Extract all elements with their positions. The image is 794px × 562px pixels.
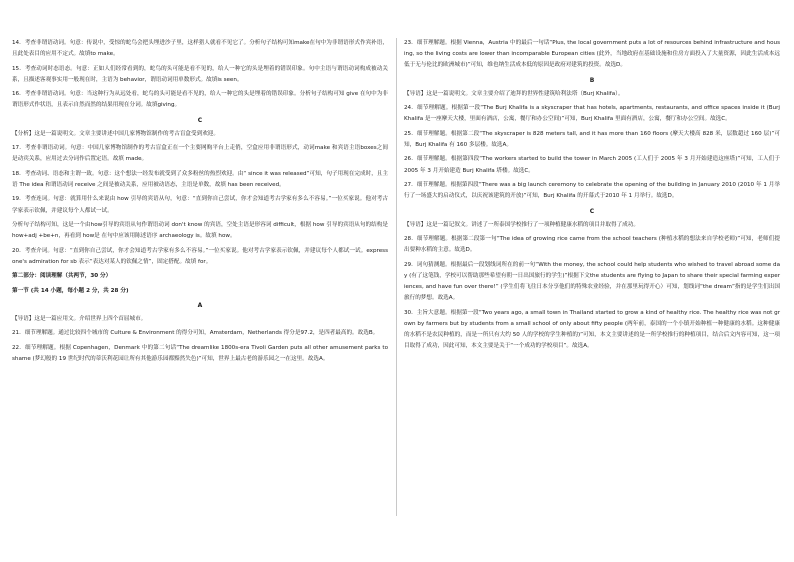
paragraph: 22．细节理解题。根据 Copenhagen，Denmark 中的第二句话“The dreamlike 1800s-era Tivoli Garden puts all other amusement parks to shame (梦幻般的 19 世纪时代的蒂沃利花园让所有其他游乐园都黯然失色)”可知，世界上最古老的游乐园之一在这里。故选A。 [12, 344, 388, 362]
paragraph: 20．考查介词。句意：“直到你自己尝试，你才会知道考古学家有多么不容易。”一位买家说。他对考古学家表示钦佩，并建议每个人都试一试。express one's admiration for sb 表示“表达对某人的钦佩之情”，固定搭配。故填 for。 [12, 247, 388, 265]
paragraph: 14．考查非谓语动词。句意：传说中，受惊的蛇鸟会把头埋进沙子里，这样猎人就看不见它了。分析句子结构可知make在句中为非谓语形式作宾补语，且此处表目的应用不定式。故填to make。 [12, 40, 388, 58]
left-column [12, 38, 388, 368]
paragraph: 【导语】这是一篇应用文。介绍世界上四个首屈城市。 [12, 315, 147, 322]
paragraph: 26．细节理解题。根据第四段“The workers started to build the tower in March 2005 (工人们于 2005 年 3 月开始建造这座塔)”可知，工人们于 2005 年 3 月开始建造 Burj Khalifa 塔楼。故选C。 [404, 156, 780, 174]
paragraph: 16．考查非谓语动词。句意：当这种行为从远处看，蛇鸟的头可能是看不见的，给人一种它的头是埋着的错误印象。分析句子结构可知 give 在句中为非谓语形式作状语，且表示自然而然的结果用现在分词。故填giving。 [12, 91, 388, 109]
section-heading: C [197, 116, 203, 124]
paragraph: 21．细节理解题。通过比较四个城市的 Culture & Environment 的得分可知，Amsterdam，Netherlands 得分是97.2，是四者最高的。故选B。 [12, 330, 379, 337]
section-heading: B [589, 76, 595, 84]
column-divider [396, 38, 397, 516]
section-title: 第二部分：阅读理解（共两节，30 分） [12, 273, 112, 280]
paragraph: 18．考查动词、语态和主谓一致。句意：这个想法一经发布就受到了众多粉丝的热烈欢迎。由“ since it was released”可知，句子用现在完成时，且主语 The idea 和谓语动词 receive 之间是被动关系，应用被动语态，主语是单数，故填 has been received。 [12, 170, 388, 188]
section-heading: C [589, 207, 595, 215]
paragraph: 19．考查连词。句意：就算用什么来说由 how 引导的宾语从句，句意：“直到你自己尝试，你才会知道考古学家有多么不容易。”一位买家说。他对考古学家表示钦佩，并建议每个人都试一试。 [12, 196, 388, 214]
paragraph: 29．词句猜测题。根据最后一段划线词所在的前一句“With the money, the school could help students who wished to travel abroad some day (有了这笔钱，学校可以帮助那些希望有朝一日出国旅行的学生)”根据下文the students are flying to Japan to share their special farming experiences, and have fun over there!” (学生们将飞往日本分享他们的特殊农业经验，并在那里玩得开心）可知，划线词“the dream”指的是学生们出国旅行的梦想。故选A。 [404, 261, 780, 302]
paragraph: 【导语】这是一篇记叙文。讲述了一所泰国学校推行了一项种植健康水稻的项目并取得了成功。 [404, 221, 639, 228]
paragraph: 15．考查动词时态语态。句意：正如人们经常看到的，蛇鸟的头可能是看不见的，给人一种它的头是埋着的错误印象。句中主语与谓语动词构成被动关系，且描述客观事实用一般现在时，主语为 behavior，谓语动词用单数形式。故填is seen。 [12, 65, 388, 83]
paragraph: 30．主旨大意题。根据第一段“Two years ago, a small town in Thailand started to grow a kind of healthy rice. The healthy rice was not grown by farmers but by students from a small school of only about fifty people (两年前，泰国的一个小镇开始种植一种健康的水稻。这种健康的水稻不是农民种植的，而是一所只有大约 50 人的学校的学生种植的)”可知，本文主要讲述的是一所学校推行的种植项目，结合后文内容可知，这一项目取得了成功，因此可知，本文主要是关于“一个成功的学校项目”。故选A。 [404, 309, 780, 350]
paragraph: 【导语】这是一篇说明文。文章主要介绍了迪拜的世界性建筑哈利法塔（Burj Khalifa）。 [404, 90, 624, 97]
paragraph: 28．细节理解题。根据第二段第一句“The idea of growing rice came from the school teachers (种植水稻的想法来自学校老师)”可知，老师们提出要种水稻的主意。故选D。 [404, 235, 780, 254]
paragraph: 分析句子结构可知，这是一个由how引导的宾语从句作谓语动词 don't know 的宾语，空处主语是形容词 difficult，根据 how 引导的宾语从句的结构是 how+adj +be+n，再看到 how是 在句中应该用陈述语序 archaeology is。故填 how。 [12, 221, 388, 240]
section-heading: A [197, 301, 203, 309]
paragraph: 24．细节理解题。根据第一段“The Burj Khalifa is a skyscraper that has hotels, apartments, restaurants, and office spaces inside it (Burj Khalifa 是一座摩天大楼，里面有酒店，公寓，餐厅和办公空间)”可知，Burj Khalifa 里面有酒店，公寓，餐厅和办公空间。故选C。 [404, 105, 780, 123]
section-title: 第一节 (共 14 小题，每小题 2 分，共 28 分) [12, 287, 129, 294]
paragraph: 25．细节理解题。根据第二段“The skyscraper is 828 meters tall, and it has more than 160 floors (摩天大楼高 828 米，层数超过 160 层)”可知，Burj Khalifa 有 160 多层楼。故选A。 [404, 130, 780, 148]
paragraph: 【分析】这是一篇说明文。文章主要讲述中国几家博物馆制作的考古盲盒受到欢迎。 [12, 130, 219, 137]
paragraph: 17．考查非谓语动词。句意：中国几家博物馆制作的考古盲盒正在一个主要网购平台上走俏，空盒应用非谓语形式，动词make 和宾语主语boxes之间是动宾关系，应用过去分词作后置定语。故填 made。 [12, 145, 388, 163]
right-column [404, 38, 780, 356]
paragraph: 23．细节理解题。根据 Vienna，Austria 中的最后一句话“Plus, the local government puts a lot of resources behind infrastructure and housing, so the living costs are lower than incomparable European cities (此外，当地政府在基础设施和住房方面投入了大量资源，因此生活成本远低于无与伦比的欧洲城市)”可知，维也纳生活成本低的原因是政府对建筑的投资。故选D。 [404, 40, 780, 69]
paragraph: 27．细节理解题。根据第四段“There was a big launch ceremony to celebrate the opening of the building in January 2010 (2010 年 1 月举行了一场盛大的启动仪式，以庆祝该建筑的开放)”可知，Burj Khalifa 的开幕式于2010 年 1 月举行。故选D。 [404, 181, 780, 200]
